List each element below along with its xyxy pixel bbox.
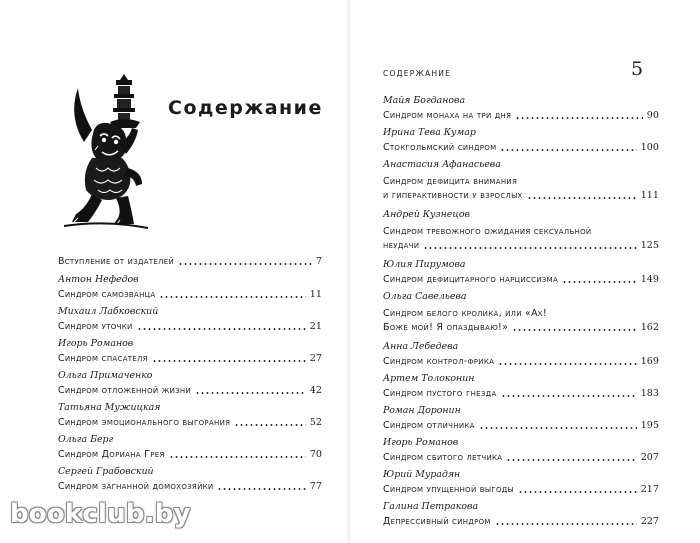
toc-title-row xyxy=(383,450,659,464)
dot-leader xyxy=(169,456,306,458)
toc-title-row xyxy=(383,272,659,286)
toc-entry-author: Ольга Савельева xyxy=(383,291,467,302)
toc-entry-title: Синдром загнанной домохозяйки xyxy=(58,481,214,492)
toc-entry-title: Синдром самозванца xyxy=(58,289,156,300)
toc-page-number: 27 xyxy=(309,353,322,364)
toc-title-row xyxy=(58,254,322,268)
toc-entry[interactable] xyxy=(58,338,322,370)
site-watermark: bookclub.by xyxy=(10,499,191,529)
toc-page-number: 100 xyxy=(640,142,659,153)
toc-title-row xyxy=(58,383,322,397)
toc-page-number: 227 xyxy=(640,516,659,527)
toc-entry[interactable] xyxy=(383,373,659,405)
toc-title-row xyxy=(383,222,659,238)
dot-leader xyxy=(479,427,637,429)
toc-entry-title: Синдром спасателя xyxy=(58,353,148,364)
toc-entry-author: Роман Доронин xyxy=(383,405,461,416)
toc-entry-author: Игорь Романов xyxy=(58,338,134,349)
toc-entry-title: Синдром эмоционального выгорания xyxy=(58,417,231,428)
toc-title-row xyxy=(383,482,659,496)
toc-entry-author: Михаил Лабковский xyxy=(58,306,159,317)
dot-leader xyxy=(217,488,305,490)
toc-entry-title-line1: Синдром дефицита внимания xyxy=(383,176,518,187)
toc-entry-title: Синдром уточки xyxy=(58,321,133,332)
dot-leader xyxy=(195,392,306,394)
toc-page-number: 169 xyxy=(640,356,659,367)
toc-title-row xyxy=(383,108,659,122)
dot-leader xyxy=(423,247,636,249)
toc-entry[interactable] xyxy=(383,159,659,209)
toc-title-row xyxy=(383,320,659,334)
toc-entry[interactable] xyxy=(383,259,659,291)
dot-leader xyxy=(501,395,637,397)
toc-entry[interactable] xyxy=(58,466,322,498)
toc-entry-title: неудачи xyxy=(383,240,420,251)
toc-entry-title: Стокгольмский синдром xyxy=(383,142,497,153)
toc-entry-title: Синдром контрол-фрика xyxy=(383,356,495,367)
toc-page-number: 11 xyxy=(309,289,322,300)
toc-page-number: 125 xyxy=(640,240,659,251)
dot-leader xyxy=(506,459,636,461)
toc-title-row xyxy=(383,140,659,154)
toc-title-row xyxy=(383,188,659,202)
toc-title-row xyxy=(383,238,659,252)
toc-page-number: 195 xyxy=(640,420,659,431)
dot-leader xyxy=(495,523,637,525)
toc-entry[interactable] xyxy=(58,306,322,338)
dot-leader xyxy=(512,329,637,331)
toc-entry-title: Синдром отличника xyxy=(383,420,475,431)
toc-entry-author: Андрей Кузнецов xyxy=(383,209,470,220)
toc-page-number: 7 xyxy=(315,256,322,267)
toc-page-number: 183 xyxy=(640,388,659,399)
running-head: СОДЕРЖАНИЕ xyxy=(383,69,452,78)
dot-leader xyxy=(137,328,306,330)
toc-entry-author: Анастасия Афанасьева xyxy=(383,159,501,170)
toc-entry[interactable] xyxy=(383,437,659,469)
toc-page-number: 21 xyxy=(309,321,322,332)
toc-title-row xyxy=(383,514,659,528)
toc-entry[interactable] xyxy=(58,402,322,434)
toc-entry-title: Синдром упущенной выгоды xyxy=(383,484,514,495)
toc-entry[interactable] xyxy=(58,434,322,466)
dot-leader xyxy=(178,263,312,265)
toc-entry-title: Вступление от издателей xyxy=(58,256,174,267)
toc-page-number: 77 xyxy=(309,481,322,492)
toc-entry-author: Анна Лебедева xyxy=(383,341,459,352)
toc-title-row xyxy=(58,287,322,301)
dot-leader xyxy=(562,281,637,283)
dot-leader xyxy=(159,296,305,298)
toc-entry-author: Юлия Пирумова xyxy=(383,259,466,270)
toc-title-row xyxy=(383,386,659,400)
toc-entry-author: Юрий Мурадян xyxy=(383,469,461,480)
toc-entry[interactable] xyxy=(58,274,322,306)
toc-entry-author: Артем Толоконин xyxy=(383,373,475,384)
toc-entry[interactable] xyxy=(383,501,659,533)
toc-entry-author: Татьяна Мужицкая xyxy=(58,402,161,413)
toc-entry[interactable] xyxy=(383,341,659,373)
toc-page-number: 90 xyxy=(646,110,659,121)
dot-leader xyxy=(152,360,306,362)
toc-page-number: 207 xyxy=(640,452,659,463)
toc-entry[interactable] xyxy=(383,291,659,341)
toc-entry-title-line1: Синдром белого кролика, или «Ах! xyxy=(383,308,547,319)
toc-entry[interactable] xyxy=(383,469,659,501)
toc-entry-author: Ольга Берг xyxy=(58,434,114,445)
toc-entry-author: Сергей Грабовский xyxy=(58,466,154,477)
dot-leader xyxy=(518,491,637,493)
toc-title-row xyxy=(58,479,322,493)
toc-title-row xyxy=(58,415,322,429)
toc-page-number: 111 xyxy=(640,190,659,201)
toc-entry-author: Майя Богданова xyxy=(383,95,466,106)
page-number-folio: 5 xyxy=(631,58,644,80)
toc-entry-title: Боже мой! Я опаздываю!» xyxy=(383,322,509,333)
toc-page-number: 217 xyxy=(640,484,659,495)
toc-page-number: 149 xyxy=(640,274,659,285)
creature-illustration xyxy=(58,72,154,234)
toc-entry-author: Ольга Примаченко xyxy=(58,370,153,381)
toc-title-row xyxy=(383,418,659,432)
dot-leader xyxy=(500,149,636,151)
toc-entry-title: Синдром монаха на три дня xyxy=(383,110,512,121)
dot-leader xyxy=(498,363,636,365)
dot-leader xyxy=(527,197,637,199)
toc-title-row xyxy=(58,351,322,365)
toc-list-right xyxy=(383,95,659,533)
toc-entry[interactable] xyxy=(383,95,659,127)
toc-entry[interactable] xyxy=(58,254,322,274)
toc-list-left xyxy=(58,254,322,498)
toc-heading: Содержание xyxy=(168,97,323,119)
toc-entry[interactable] xyxy=(383,127,659,159)
toc-title-row xyxy=(58,319,322,333)
toc-page-number: 162 xyxy=(640,322,659,333)
toc-entry-title-line1: Синдром тревожного ожидания сексуальной xyxy=(383,226,592,237)
toc-entry-author: Ирина Тева Кумар xyxy=(383,127,476,138)
toc-entry-author: Антон Нефедов xyxy=(58,274,139,285)
toc-entry-author: Галина Петракова xyxy=(383,501,479,512)
toc-page-number: 52 xyxy=(309,417,322,428)
toc-page-number: 42 xyxy=(309,385,322,396)
toc-entry[interactable] xyxy=(383,405,659,437)
toc-title-row xyxy=(383,304,659,320)
toc-entry-author: Игорь Романов xyxy=(383,437,459,448)
toc-entry-title: Синдром дефицитарного нарциссизма xyxy=(383,274,559,285)
toc-entry-title: Синдром Дориана Грея xyxy=(58,449,165,460)
toc-entry-title: и гиперактивности у взрослых xyxy=(383,190,523,201)
toc-entry-title: Синдром отложенной жизни xyxy=(58,385,192,396)
dot-leader xyxy=(515,117,643,119)
toc-page-number: 70 xyxy=(309,449,322,460)
toc-entry-title: Синдром пустого гнезда xyxy=(383,388,497,399)
toc-title-row xyxy=(383,172,659,188)
toc-entry-title: Синдром сбитого летчика xyxy=(383,452,503,463)
toc-entry[interactable] xyxy=(383,209,659,259)
dot-leader xyxy=(234,424,306,426)
toc-entry-title: Депрессивный синдром xyxy=(383,516,491,527)
toc-entry[interactable] xyxy=(58,370,322,402)
toc-title-row xyxy=(58,447,322,461)
toc-title-row xyxy=(383,354,659,368)
